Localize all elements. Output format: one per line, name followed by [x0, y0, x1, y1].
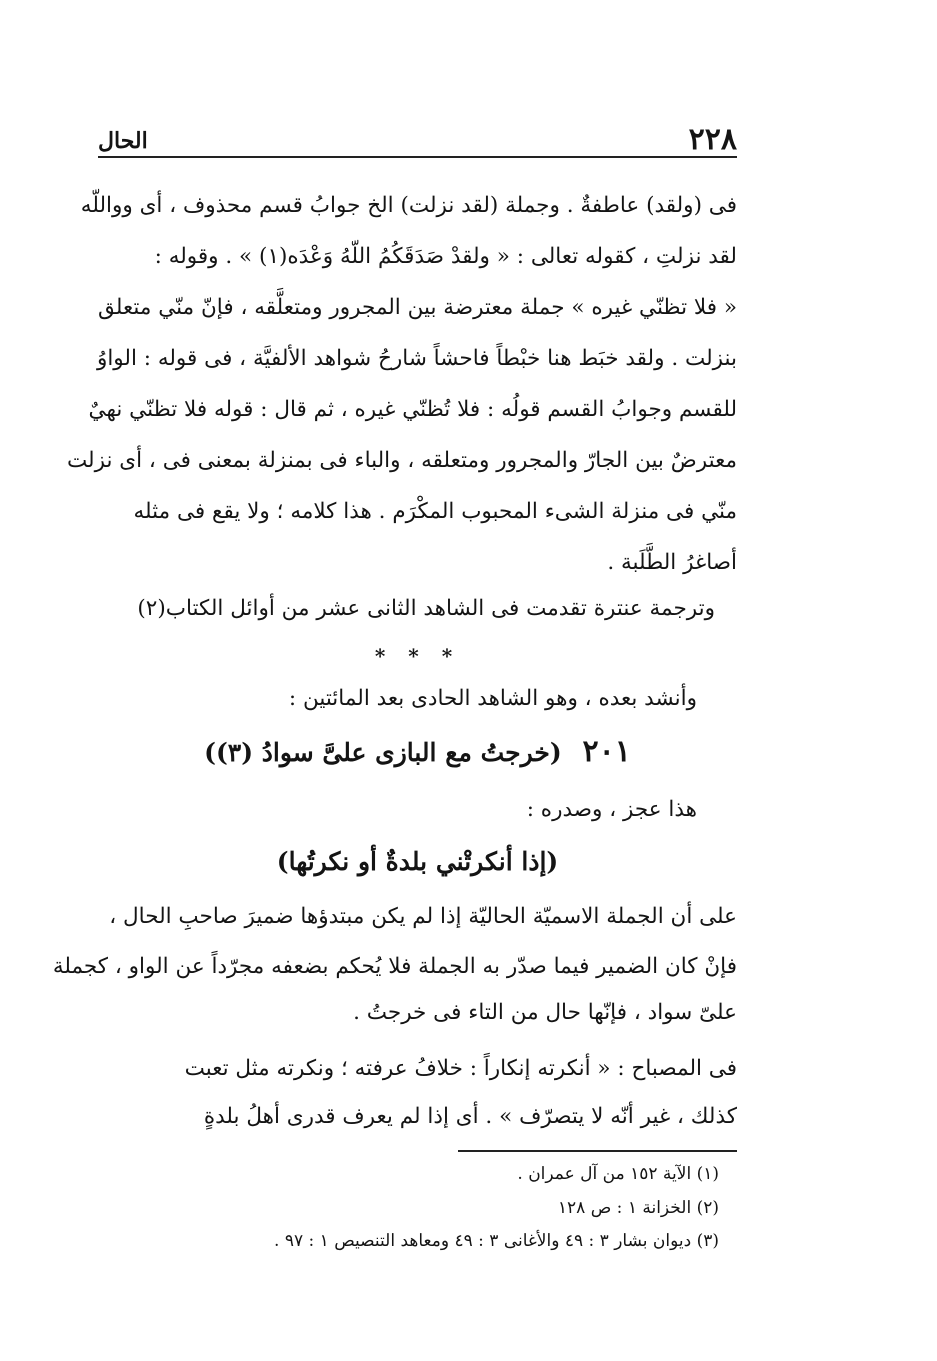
running-title: الحال	[98, 128, 148, 154]
text-line: أصاغرُ الطَّلَبة .	[607, 550, 737, 575]
text-line: منّي فى منزلة الشىء المحبوب المكْرَم . هذا كلامه ؛ ولا يقع فى مثله	[133, 499, 737, 524]
text-line: علىّ سواد ، فإنّها حال من التاء فى خرجتُ .	[353, 1000, 737, 1025]
text-line: فى (ولقد) عاطفةٌ . وجملة (لقد نزلت) الخ جوابُ قسم محذوف ، أى وواللّه	[80, 193, 737, 218]
footnote-1: (١) الآية ١٥٢ من آل عمران .	[517, 1164, 719, 1184]
text-line: معترضٌ بين الجارّ والمجرور ومتعلقه ، والباء فى بمنزلة بمعنى فى ، أى نزلت	[66, 448, 737, 473]
page-number: ٢٢٨	[688, 122, 737, 157]
text-line: كذلك ، غير أنّه لا يتصرّف » . أى إذا لم يعرف قدرى أهلُ بلدةٍ	[203, 1104, 737, 1129]
verse-sadr: (إذا أنكرتْني بلدةٌ أو نكرتُها)	[276, 847, 559, 876]
text-line: « فلا تظنّي غيره » جملة معترضة بين المجرور ومتعلَّقه ، فإنّ منّي متعلق	[97, 295, 737, 320]
section-separator	[98, 640, 737, 673]
text-line: فى المصباح : « أنكرته إنكاراً : خلافُ عرفته ؛ ونكرته مثل تعبت	[184, 1056, 737, 1081]
text-line: على أن الجملة الاسميّة الحاليّة إذا لم يكن مبتدؤها ضميرَ صاحبِ الحال ،	[109, 904, 737, 929]
header-rule	[98, 156, 737, 158]
text-line: لقد نزلتِ ، كقوله تعالى : « ولقدْ صَدَقَكُمُ اللّهُ وَعْدَه(١) » . وقوله :	[154, 244, 737, 269]
footnote-2: (٢) الخزانة ١ : ص ١٢٨	[557, 1198, 719, 1218]
text-line: فإنْ كان الضمير فيما صدّر به الجملة فلا يُحكم بضعفه مجرّداً عن الواو ، كجملة	[52, 954, 737, 979]
footnote-rule	[458, 1150, 737, 1152]
shahid-intro: وأنشد بعده ، وهو الشاهد الحادى بعد المائتين :	[288, 686, 697, 711]
footnote-3: (٣) ديوان بشار ٣ : ٤٩ والأغانى ٣ : ٤٩ ومعاهد التنصيص ١ : ٩٧ .	[274, 1231, 719, 1251]
shahid-number: ٢٠١	[582, 734, 631, 769]
stars-separator: * * *	[374, 644, 461, 668]
ajz-note: هذا عجز ، وصدره :	[526, 797, 697, 822]
verse-ajz: (خرجتُ مع البازى علىَّ سوادُ (٣))	[204, 738, 562, 767]
shahid-verse-line	[98, 736, 737, 771]
verse-sadr-line	[98, 846, 737, 880]
text-line: بنزلت . ولقد خبَط هنا خبْطاً فاحشاً شارحُ شواهد الألفيَّة ، فى قوله : الواوُ	[96, 346, 737, 371]
antara-note: وترجمة عنترة تقدمت فى الشاهد الثانى عشر من أوائل الكتاب(٢)	[137, 596, 715, 621]
text-line: للقسم وجوابُ القسم قولُه : فلا تُظنّي غيره ، ثم قال : قوله فلا تظنّي نهيٌ	[88, 397, 737, 422]
